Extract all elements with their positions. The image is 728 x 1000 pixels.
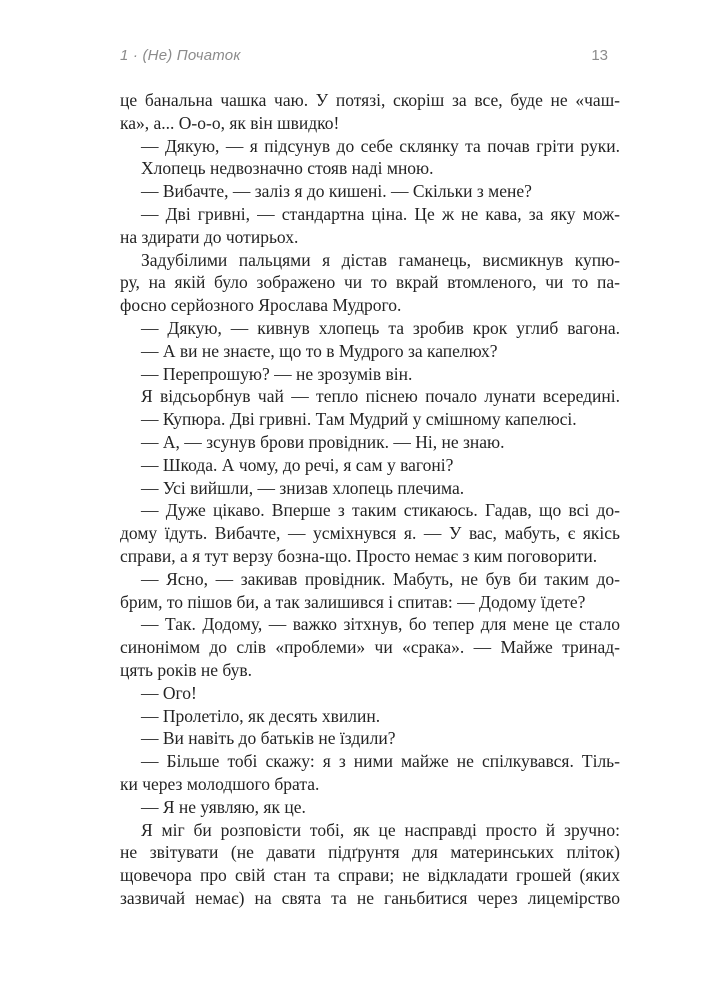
paragraph [120, 568, 620, 614]
paragraph [120, 249, 620, 317]
paragraph [120, 203, 620, 249]
text-line: на здирати до чотирьох. [120, 226, 299, 247]
text-line: — Дві гривні, — стандартна ціна. Це ж не кава, за яку мож- [141, 203, 620, 224]
paragraph [120, 819, 620, 910]
text-line: — Перепрошую? — не зрозумів він. [141, 363, 413, 384]
text-line: це банальна чашка чаю. У потязі, скоріш за все, буде не «чаш- [120, 90, 620, 110]
text-line: цять років не був. [120, 659, 253, 680]
text-line: ка», а... О-о-о, як він швидко! [120, 112, 340, 133]
paragraph [120, 135, 620, 158]
text-line: щовечора про свій стан та справи; не відкладати грошей (яких [120, 865, 620, 886]
text-line: — Так. Додому, — важко зітхнув, бо тепер для мене це стало [141, 614, 620, 635]
paragraph [120, 499, 620, 567]
paragraph [120, 796, 620, 819]
text-line: — Ясно, — закивав провідник. Мабуть, не був би таким до- [141, 568, 620, 589]
paragraph [120, 727, 620, 750]
text-line: — Ого! [141, 682, 197, 703]
text-line: — Дякую, — кивнув хлопець та зробив крок углиб вагона. [141, 317, 620, 338]
paragraph [120, 89, 620, 135]
running-header [120, 46, 608, 66]
text-line: брим, то пішов би, а так залишився і спитав: — Додому їдете? [120, 591, 586, 612]
text-line: — Шкода. А чому, до речі, я сам у вагоні? [141, 454, 454, 475]
text-line: дому їдуть. Вибачте, — усміхнувся я. — У вас, мабуть, є якісь [120, 523, 620, 544]
page-body [120, 89, 620, 910]
text-line: — Усі вийшли, — знизав хлопець плечима. [141, 477, 465, 498]
text-line: — Вибачте, — заліз я до кишені. — Скільки з мене? [141, 181, 532, 202]
paragraph [120, 454, 620, 477]
text-line: фосно серйозного Ярослава Мудрого. [120, 295, 402, 316]
text-line: Я міг би розповісти тобі, як це насправді просто й зручно: [141, 819, 620, 840]
text-line: — Ви навіть до батьків не їздили? [141, 728, 396, 749]
text-line: — Дякую, — я підсунув до себе склянку та почав гріти руки. [141, 135, 620, 156]
text-line: Хлопець недвозначно стояв наді мною. [141, 158, 434, 179]
paragraph [120, 157, 620, 180]
paragraph [120, 317, 620, 340]
text-line: ру, на якій було зображено чи то вкрай втомленого, чи то па- [120, 272, 620, 293]
text-line: ки через молодшого брата. [120, 773, 320, 794]
text-line: — Купюра. Дві гривні. Там Мудрий у смішному капелюсі. [141, 409, 577, 430]
text-line: — Я не уявляю, як це. [141, 796, 306, 817]
paragraph [120, 385, 620, 408]
text-line: — А, — зсунув брови провідник. — Ні, не знаю. [141, 431, 505, 452]
paragraph [120, 180, 620, 203]
paragraph [120, 363, 620, 386]
paragraph [120, 340, 620, 363]
text-line: синонімом до слів «проблеми» чи «срака». — Майже тринад- [120, 637, 620, 658]
text-line: — Більше тобі скажу: я з ними майже не спілкувався. Тіль- [141, 751, 620, 772]
paragraph [120, 408, 620, 431]
paragraph [120, 613, 620, 681]
chapter-header-label: 1 · (Не) Початок [120, 47, 241, 64]
paragraph [120, 705, 620, 728]
page-number: 13 [591, 47, 608, 64]
paragraph [120, 682, 620, 705]
text-line: — Дуже цікаво. Вперше з таким стикаюсь. Гадав, що всі до- [141, 500, 620, 521]
text-line: зазвичай немає) на свята та не ганьбитися через лицемірство [120, 887, 620, 908]
text-line: справи, а я тут верзу бозна-що. Просто немає з ким поговорити. [120, 545, 598, 566]
text-line: не звітувати (не давати підґрунтя для материнських пліток) [120, 842, 620, 863]
text-line: — Пролетіло, як десять хвилин. [141, 705, 381, 726]
paragraph [120, 750, 620, 796]
text-line: — А ви не знаєте, що то в Мудрого за капелюх? [141, 340, 498, 361]
paragraph [120, 431, 620, 454]
text-line: Я відсьорбнув чай — тепло піснею почало лунати всередині. [141, 386, 620, 407]
paragraph [120, 477, 620, 500]
text-line: Задубілими пальцями я дістав гаманець, висмикнув купю- [141, 249, 620, 270]
